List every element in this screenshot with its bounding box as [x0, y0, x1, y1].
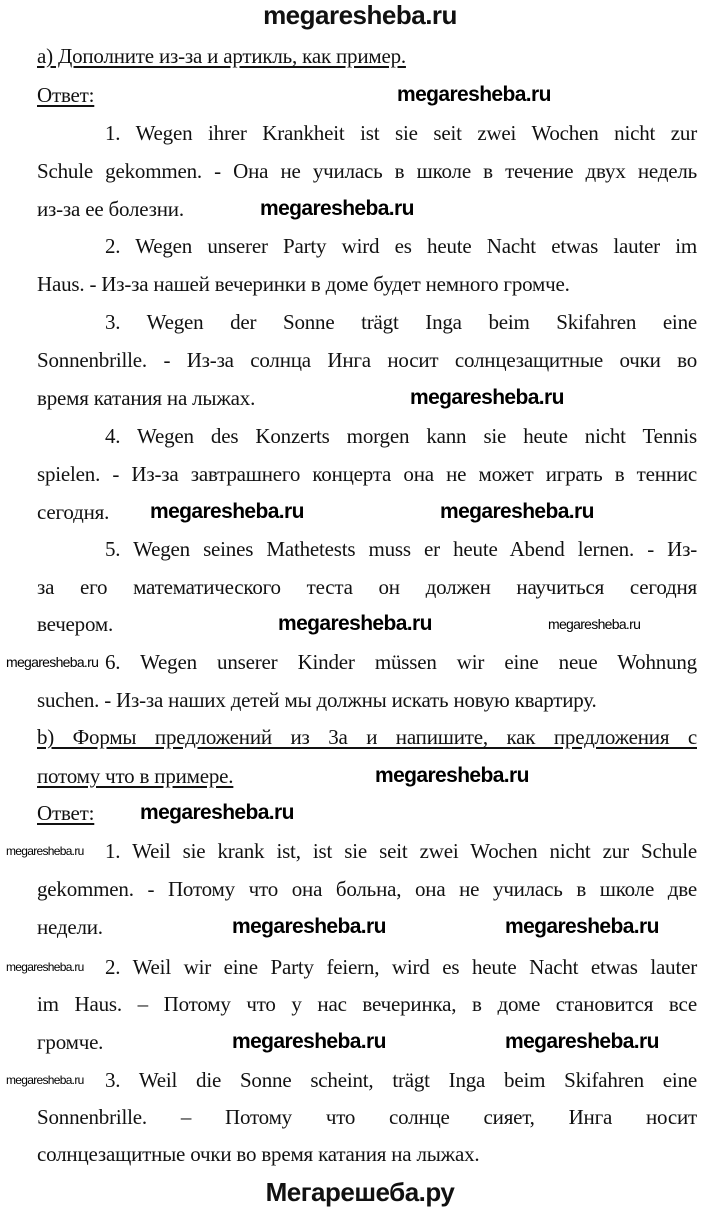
footer-brand: Мегарешеба.ру — [265, 1177, 455, 1207]
text-line: spielen. - Из-за завтрашнего концерта она не может играть в теннис — [37, 462, 697, 486]
text-line: Sonnenbrille. – Потому что солнце сияет, Инга носит — [37, 1105, 697, 1129]
watermark: megaresheba.ru — [232, 1030, 386, 1053]
watermark-small: megaresheba.ru — [6, 1073, 84, 1087]
watermark-small: megaresheba.ru — [6, 654, 99, 670]
header-watermark: megaresheba.ru — [263, 0, 457, 30]
text-line: солнцезащитные очки во время катания на лыжах. — [37, 1142, 480, 1166]
watermark-small: megaresheba.ru — [548, 616, 641, 632]
text-line: 5. Wegen seines Mathetests muss er heute Abend lernen. - Из- — [105, 537, 697, 561]
watermark-small: megaresheba.ru — [6, 960, 84, 974]
text-line: за его математического теста он должен научиться сегодня — [37, 575, 697, 599]
watermark: megaresheba.ru — [140, 801, 294, 824]
text-line: Schule gekommen. - Она не училась в школе в течение двух недель — [37, 159, 697, 183]
watermark: megaresheba.ru — [440, 500, 594, 523]
watermark: megaresheba.ru — [505, 1030, 659, 1053]
text-line: 2. Wegen unserer Party wird es heute Nacht etwas lauter im — [105, 234, 697, 258]
text-line: громче. — [37, 1030, 104, 1054]
watermark: megaresheba.ru — [278, 612, 432, 635]
watermark-small: megaresheba.ru — [6, 844, 84, 858]
text-line: 3. Weil die Sonne scheint, trägt Inga beim Skifahren eine — [105, 1068, 697, 1092]
watermark: megaresheba.ru — [375, 764, 529, 787]
text-line: 6. Wegen unserer Kinder müssen wir eine neue Wohnung — [105, 650, 697, 674]
watermark: megaresheba.ru — [410, 386, 564, 409]
text-line: время катания на лыжах. — [37, 386, 256, 410]
section-b-answer-label: Ответ: — [37, 801, 95, 825]
text-line: im Haus. – Потому что у нас вечеринка, в доме становится все — [37, 992, 697, 1016]
watermark: megaresheba.ru — [505, 915, 659, 938]
text-line: 4. Wegen des Konzerts morgen kann sie heute nicht Tennis — [105, 424, 697, 448]
watermark: megaresheba.ru — [397, 83, 551, 106]
watermark: megaresheba.ru — [232, 915, 386, 938]
text-line: 1. Wegen ihrer Krankheit ist sie seit zwei Wochen nicht zur — [105, 121, 697, 145]
text-line: из-за ее болезни. — [37, 197, 184, 221]
section-a-answer-label: Ответ: — [37, 83, 95, 107]
text-line: Sonnenbrille. - Из-за солнца Инга носит солнцезащитные очки во — [37, 348, 697, 372]
text-line: Haus. - Из-за нашей вечеринки в доме будет немного громче. — [37, 272, 570, 296]
text-line: 2. Weil wir eine Party feiern, wird es heute Nacht etwas lauter — [105, 955, 697, 979]
section-b-title: b) Формы предложений из 3а и напишите, как предложения с — [37, 725, 697, 749]
section-b-title-cont: потому что в примере. — [37, 764, 234, 788]
watermark: megaresheba.ru — [260, 197, 414, 220]
text-line: недели. — [37, 915, 103, 939]
text-line: вечером. — [37, 612, 114, 636]
text-line: 1. Weil sie krank ist, ist sie seit zwei Wochen nicht zur Schule — [105, 839, 697, 863]
text-line: suchen. - Из-за наших детей мы должны искать новую квартиру. — [37, 688, 597, 712]
text-line: gekommen. - Потому что она больна, она не училась в школе две — [37, 877, 697, 901]
section-a-title: а) Дополните из-за и артикль, как пример. — [37, 44, 406, 68]
text-line: сегодня. — [37, 500, 110, 524]
watermark: megaresheba.ru — [150, 500, 304, 523]
text-line: 3. Wegen der Sonne trägt Inga beim Skifahren eine — [105, 310, 697, 334]
